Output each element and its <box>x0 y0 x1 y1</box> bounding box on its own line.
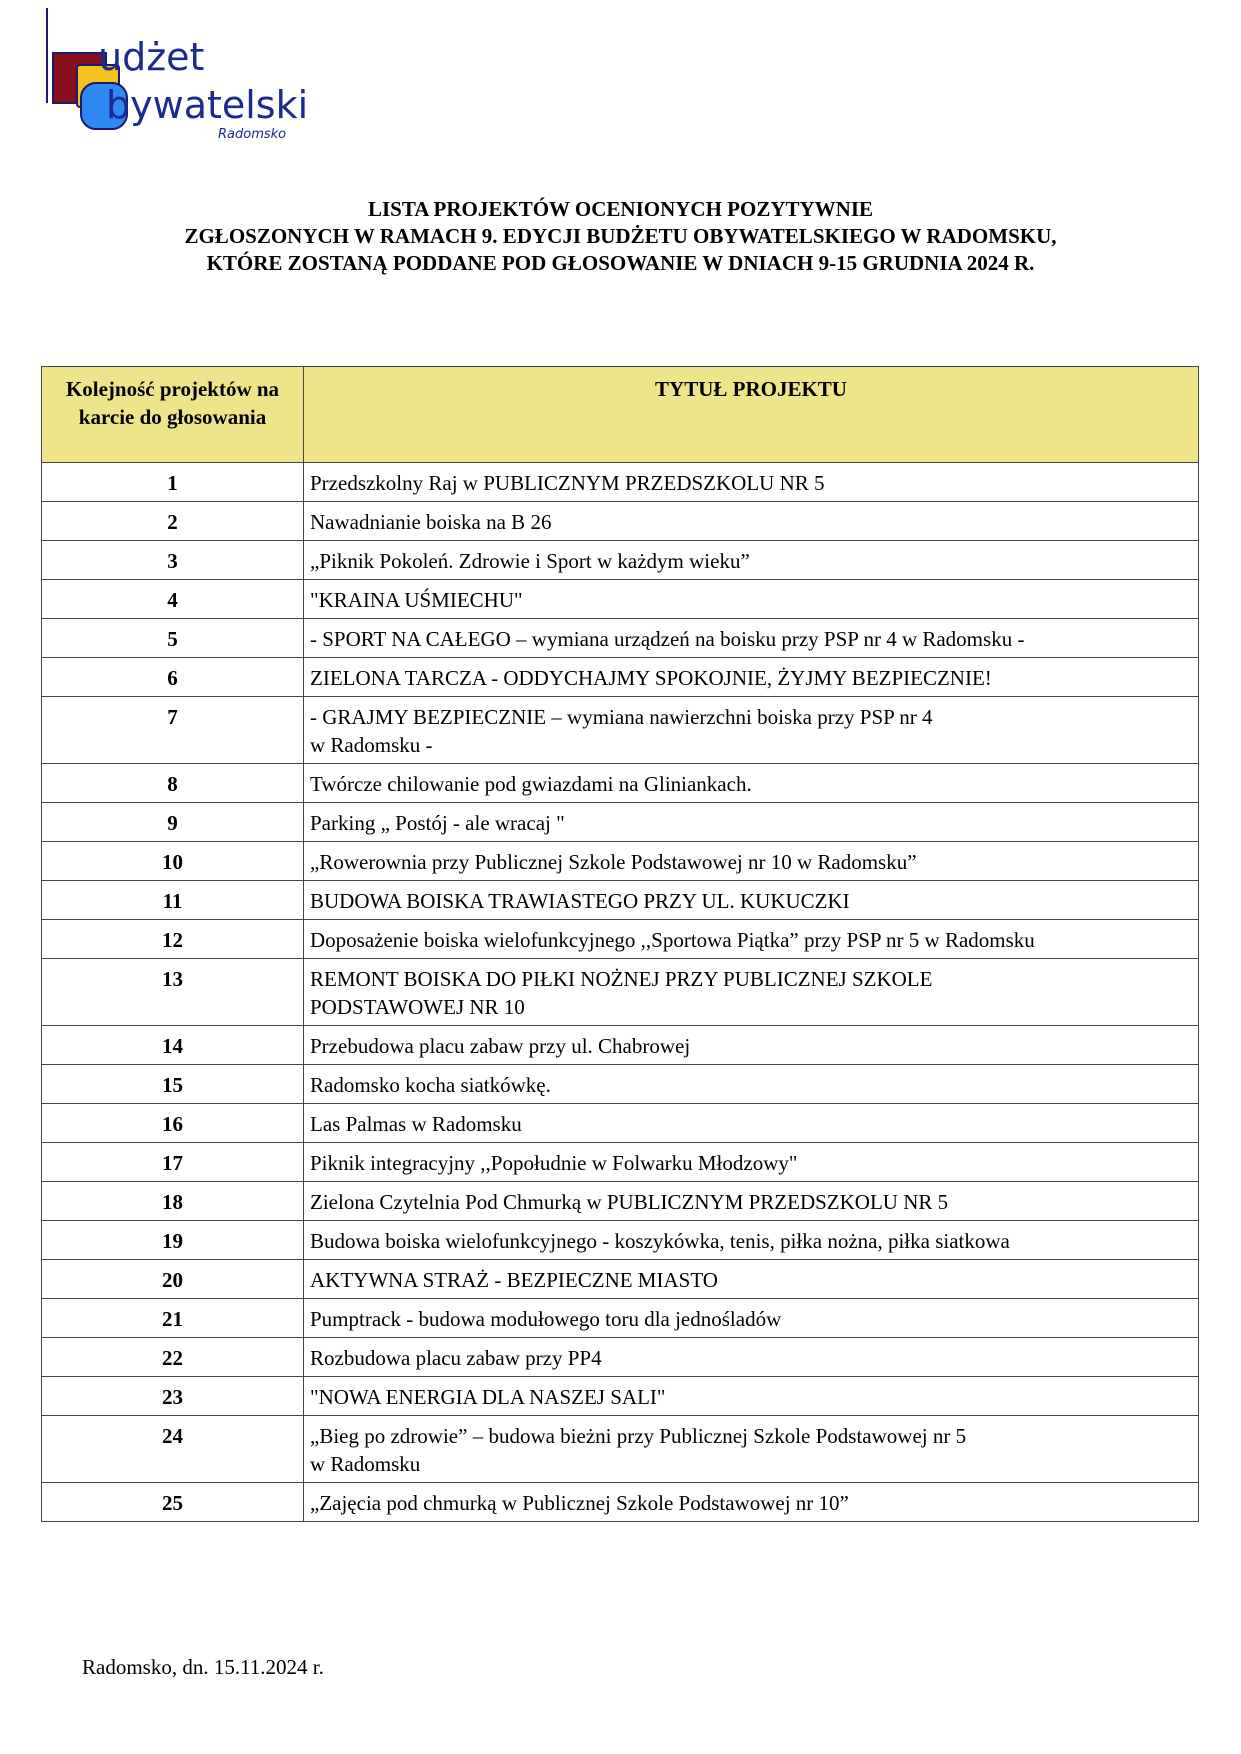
table-row <box>42 1221 1199 1260</box>
project-title: Las Palmas w Radomsku <box>304 1104 1199 1143</box>
table-row <box>42 1143 1199 1182</box>
logo-text-line2: bywatelski <box>106 83 309 127</box>
project-title: Pumptrack - budowa modułowego toru dla jednośladów <box>304 1299 1199 1338</box>
project-title: „Piknik Pokoleń. Zdrowie i Sport w każdym wieku” <box>304 541 1199 580</box>
project-number: 3 <box>42 541 304 580</box>
project-title: Nawadnianie boiska na B 26 <box>304 502 1199 541</box>
project-number: 22 <box>42 1338 304 1377</box>
project-number: 17 <box>42 1143 304 1182</box>
project-number: 24 <box>42 1416 304 1483</box>
project-number: 16 <box>42 1104 304 1143</box>
table-row <box>42 619 1199 658</box>
table-row <box>42 1377 1199 1416</box>
document-heading <box>0 196 1241 277</box>
project-title: - SPORT NA CAŁEGO – wymiana urządzeń na boisku przy PSP nr 4 w Radomsku - <box>304 619 1199 658</box>
table-row <box>42 1299 1199 1338</box>
project-title: AKTYWNA STRAŻ - BEZPIECZNE MIASTO <box>304 1260 1199 1299</box>
project-number: 9 <box>42 803 304 842</box>
project-number: 21 <box>42 1299 304 1338</box>
table-row <box>42 463 1199 502</box>
project-number: 23 <box>42 1377 304 1416</box>
table-header-row <box>42 367 1199 463</box>
project-number: 18 <box>42 1182 304 1221</box>
project-title: Twórcze chilowanie pod gwiazdami na Gliniankach. <box>304 764 1199 803</box>
project-title: REMONT BOISKA DO PIŁKI NOŻNEJ PRZY PUBLICZNEJ SZKOLE PODSTAWOWEJ NR 10 <box>304 959 1199 1026</box>
logo-bar <box>46 8 48 103</box>
table-row <box>42 1416 1199 1483</box>
table-row <box>42 920 1199 959</box>
project-title: Budowa boiska wielofunkcyjnego - koszykówka, tenis, piłka nożna, piłka siatkowa <box>304 1221 1199 1260</box>
project-title: Parking „ Postój - ale wracaj " <box>304 803 1199 842</box>
project-number: 6 <box>42 658 304 697</box>
table-row <box>42 541 1199 580</box>
heading-line-1: LISTA PROJEKTÓW OCENIONYCH POZYTYWNIE <box>367 197 874 221</box>
project-number: 12 <box>42 920 304 959</box>
project-title: ZIELONA TARCZA - ODDYCHAJMY SPOKOJNIE, ŻYJMY BEZPIECZNIE! <box>304 658 1199 697</box>
project-number: 1 <box>42 463 304 502</box>
header-order: Kolejność projektów na karcie do głosowania <box>42 367 304 463</box>
project-number: 14 <box>42 1026 304 1065</box>
project-title: Doposażenie boiska wielofunkcyjnego ,,Sportowa Piątka” przy PSP nr 5 w Radomsku <box>304 920 1199 959</box>
table-row <box>42 1260 1199 1299</box>
project-title: Rozbudowa placu zabaw przy PP4 <box>304 1338 1199 1377</box>
table-row <box>42 658 1199 697</box>
project-number: 20 <box>42 1260 304 1299</box>
table-row <box>42 1065 1199 1104</box>
table-row <box>42 580 1199 619</box>
project-number: 7 <box>42 697 304 764</box>
table-row <box>42 1483 1199 1522</box>
project-title: „Rowerownia przy Publicznej Szkole Podstawowej nr 10 w Radomsku” <box>304 842 1199 881</box>
project-title: Przedszkolny Raj w PUBLICZNYM PRZEDSZKOLU NR 5 <box>304 463 1199 502</box>
table-row <box>42 1026 1199 1065</box>
project-title: BUDOWA BOISKA TRAWIASTEGO PRZY UL. KUKUCZKI <box>304 881 1199 920</box>
project-title: Radomsko kocha siatkówkę. <box>304 1065 1199 1104</box>
project-title: Przebudowa placu zabaw przy ul. Chabrowej <box>304 1026 1199 1065</box>
project-number: 13 <box>42 959 304 1026</box>
budzet-obywatelski-logo <box>46 8 336 142</box>
place-date: Radomsko, dn. 15.11.2024 r. <box>82 1655 324 1679</box>
project-title: Zielona Czytelnia Pod Chmurką w PUBLICZNYM PRZEDSZKOLU NR 5 <box>304 1182 1199 1221</box>
table-row <box>42 764 1199 803</box>
table-row <box>42 1104 1199 1143</box>
project-number: 10 <box>42 842 304 881</box>
project-title: "NOWA ENERGIA DLA NASZEJ SALI" <box>304 1377 1199 1416</box>
table-row <box>42 842 1199 881</box>
table-row <box>42 697 1199 764</box>
project-number: 2 <box>42 502 304 541</box>
project-title: - GRAJMY BEZPIECZNIE – wymiana nawierzchni boiska przy PSP nr 4 w Radomsku - <box>304 697 1199 764</box>
project-number: 15 <box>42 1065 304 1104</box>
project-title: „Bieg po zdrowie” – budowa bieżni przy Publicznej Szkole Podstawowej nr 5 w Radomsku <box>304 1416 1199 1483</box>
table-row <box>42 1182 1199 1221</box>
table-row <box>42 1338 1199 1377</box>
logo-text-line1: udżet <box>98 35 205 79</box>
header-title: TYTUŁ PROJEKTU <box>304 367 1199 463</box>
project-number: 11 <box>42 881 304 920</box>
logo-text-line3: Radomsko <box>218 127 287 142</box>
table-row <box>42 881 1199 920</box>
heading-line-3: KTÓRE ZOSTANĄ PODDANE POD GŁOSOWANIE W DNIACH 9-15 GRUDNIA 2024 R. <box>206 251 1035 275</box>
project-number: 25 <box>42 1483 304 1522</box>
project-title: „Zajęcia pod chmurką w Publicznej Szkole Podstawowej nr 10” <box>304 1483 1199 1522</box>
project-title: Piknik integracyjny ,,Popołudnie w Folwarku Młodzowy" <box>304 1143 1199 1182</box>
project-title: "KRAINA UŚMIECHU" <box>304 580 1199 619</box>
table-row <box>42 959 1199 1026</box>
projects-table <box>41 366 1199 1522</box>
project-number: 4 <box>42 580 304 619</box>
table-row <box>42 502 1199 541</box>
heading-line-2: ZGŁOSZONYCH W RAMACH 9. EDYCJI BUDŻETU OBYWATELSKIEGO W RADOMSKU, <box>184 224 1057 248</box>
project-number: 19 <box>42 1221 304 1260</box>
table-row <box>42 803 1199 842</box>
project-number: 5 <box>42 619 304 658</box>
project-number: 8 <box>42 764 304 803</box>
